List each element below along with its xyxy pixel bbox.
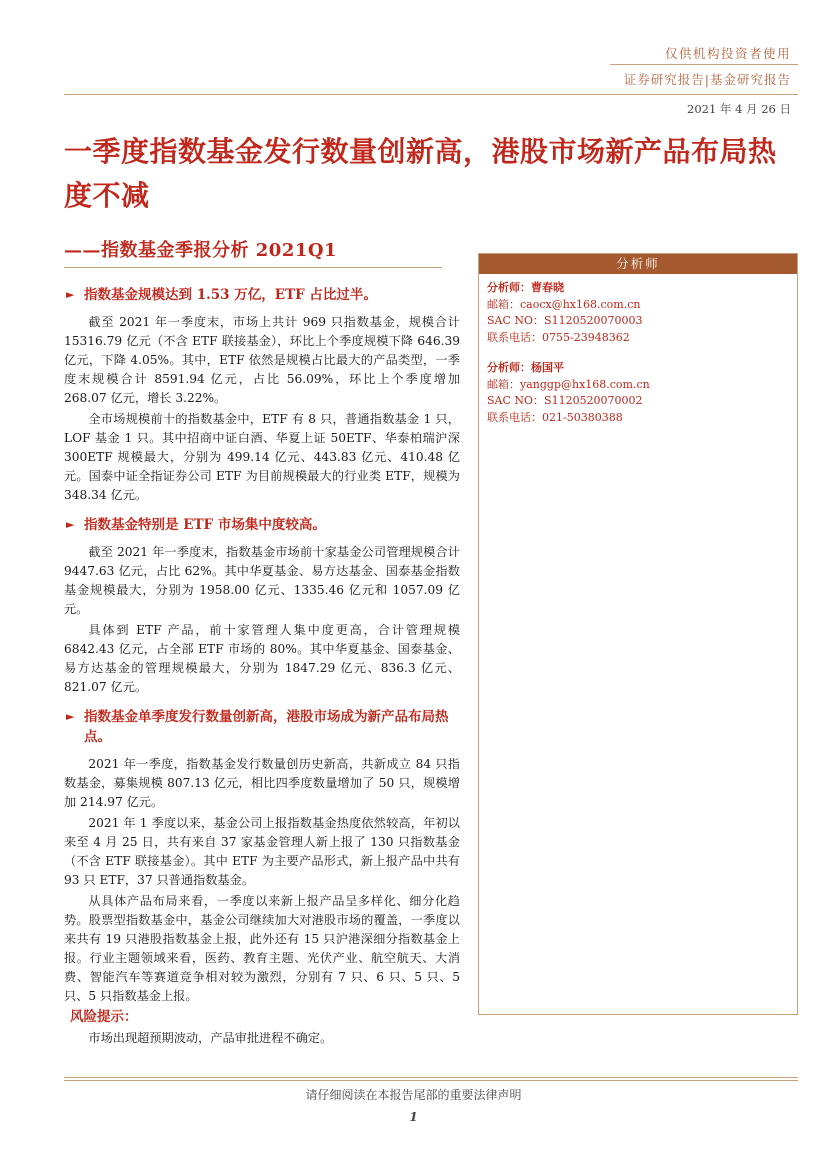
paragraph: 截至 2021 年一季度末，市场上共计 969 只指数基金，规模合计 15316.79 亿元（不含 ETF 联接基金），环比上个季度规模下降 646.39 亿元，下降 4.05%。其中，ETF 依然是规模占比最大的产品类型，一季度末规模合计 8591.94 亿元，占比 56.09%，环比上个季度增加 268.07 亿元，增长 3.22%。 (64, 315, 460, 405)
footer-rule (64, 1077, 798, 1078)
report-category: 证券研究报告|基金研究报告 (623, 72, 791, 87)
section-heading (64, 515, 460, 535)
analyst-email[interactable]: 邮箱：yanggp@hx168.com.cn (487, 377, 650, 391)
section-heading-text: 指数基金规模达到 1.53 万亿，ETF 占比过半。 (84, 287, 377, 303)
risk-text: 市场出现超预期波动，产品审批进程不确定。 (88, 1031, 333, 1045)
report-title: 一季度指数基金发行数量创新高，港股市场新产品布局热度不减 (64, 135, 777, 212)
analyst-email[interactable]: 邮箱：caocx@hx168.com.cn (487, 297, 641, 311)
paragraph: 具体到 ETF 产品，前十家管理人集中度更高，合计管理规模 6842.43 亿元，占全部 ETF 市场的 80%。其中华夏基金、国泰基金、易方达基金的管理规模最大，分别为 1847.29 亿元、836.3 亿元、821.07 亿元。 (64, 623, 460, 694)
paragraph: 从具体产品布局来看，一季度以来新上报产品呈多样化、细分化趋势。股票型指数基金中，基金公司继续加大对港股市场的覆盖，一季度以来共有 19 只港股指数基金上报，此外还有 15 只沪港深细分指数基金上报。行业主题领域来看，医药、教育主题、光伏产业、航空航天、大消费、智能汽车等赛道竞争相对较为激烈，分别有 7 只、6 只、5 只、5 只、5 只指数基金上报。 (64, 894, 460, 1003)
analyst-sidebar (478, 253, 798, 1015)
analyst-name: 分析师：杨国平 (487, 361, 564, 374)
sidebar-heading: 分析师 (479, 254, 797, 274)
section-heading (64, 285, 460, 305)
main-content (64, 285, 460, 1050)
triangle-bullet-icon: ► (66, 710, 75, 723)
analyst-card (479, 346, 797, 426)
analyst-sac: SAC NO：S1120520070002 (487, 394, 643, 407)
report-date: 2021 年 4 月 26 日 (687, 102, 791, 116)
subtitle-rule (64, 267, 442, 268)
section-heading-text: 指数基金特别是 ETF 市场集中度较高。 (84, 517, 326, 533)
header-rule (64, 94, 798, 95)
risk-title: 风险提示： (70, 1009, 138, 1025)
section (64, 707, 460, 1006)
audience-label: 仅供机构投资者使用 (664, 46, 791, 61)
paragraph: 2021 年一季度，指数基金发行数量创历史新高，共新成立 84 只指数基金，募集规模 807.13 亿元，相比四季度数量增加了 50 只，规模增加 214.97 亿元。 (64, 757, 460, 809)
footer-rule (64, 1080, 798, 1081)
triangle-bullet-icon: ► (66, 288, 75, 301)
analyst-phone: 联系电话：0755-23948362 (487, 330, 630, 344)
section (64, 515, 460, 697)
paragraph: 全市场规模前十的指数基金中，ETF 有 8 只，普通指数基金 1 只，LOF 基金 1 只。其中招商中证白酒、华夏上证 50ETF、华泰柏瑞沪深 300ETF 规模最大，分别为 499.14 亿元、443.83 亿元、410.48 亿元。国泰中证全指证券公司 ETF 为目前规模最大的行业类 ETF，规模为 348.34 亿元。 (64, 412, 460, 502)
section (64, 285, 460, 505)
analyst-name: 分析师：曹春晓 (487, 281, 564, 294)
section-heading-text: 指数基金单季度发行数量创新高，港股市场成为新产品布局热点。 (84, 709, 449, 745)
legal-notice: 请仔细阅读在本报告尾部的重要法律声明 (305, 1088, 522, 1102)
analyst-phone: 联系电话：021-50380388 (487, 410, 623, 424)
triangle-bullet-icon: ► (66, 518, 75, 531)
page-number: 1 (409, 1110, 418, 1124)
section-heading (64, 707, 460, 747)
analyst-card (479, 274, 797, 346)
paragraph: 截至 2021 年一季度末，指数基金市场前十家基金公司管理规模合计 9447.63 亿元，占比 62%。其中华夏基金、易方达基金、国泰基金指数基金规模最大，分别为 1958.00 亿元、1335.46 亿元和 1057.09 亿元。 (64, 545, 460, 616)
paragraph: 2021 年 1 季度以来，基金公司上报指数基金热度依然较高，年初以来至 4 月 25 日，共有来自 37 家基金管理人新上报了 130 只指数基金（不含 ETF 联接基金）。其中 ETF 为主要产品形式，新上报产品中共有 93 只 ETF，37 只普通指数基金。 (64, 816, 460, 887)
header-divider (610, 64, 798, 65)
report-subtitle: ——指数基金季报分析 2021Q1 (64, 240, 338, 261)
analyst-sac: SAC NO：S1120520070003 (487, 314, 643, 327)
